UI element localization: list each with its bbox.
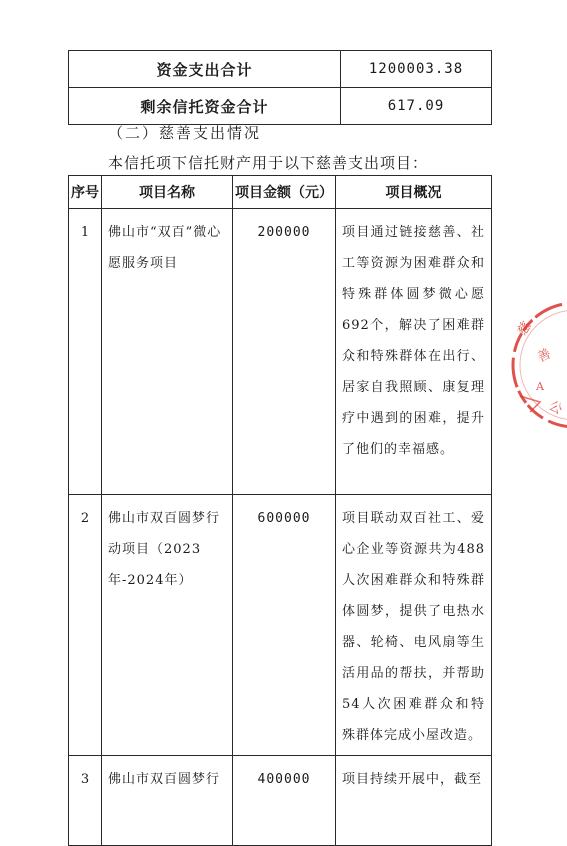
svg-text:公: 公	[546, 398, 565, 418]
table-header-row	[69, 176, 492, 209]
row-amount: 600000	[257, 511, 311, 526]
table-row	[69, 495, 492, 756]
table-row	[69, 51, 492, 88]
row-overview: 项目通过链接慈善、社工等资源为困难群众和特殊群体圆梦微心愿692个，解决了困难群众和特殊群体在出行、居家自我照顾、康复理疗中遇到的困难，提升了他们的幸福感。	[342, 225, 485, 457]
summary-value: 1200003.38	[341, 51, 492, 88]
table-row	[69, 756, 492, 846]
row-amount: 200000	[257, 225, 311, 240]
section-heading: （二）慈善支出情况	[108, 124, 262, 142]
seal-stamp-icon	[500, 290, 567, 440]
summary-value: 617.09	[341, 88, 492, 125]
row-name: 佛山市双百圆梦行动项目（2023年-2024年）	[108, 511, 221, 588]
header-name: 项目名称	[102, 176, 233, 209]
row-overview: 项目联动双百社工、爱心企业等资源共为488人次困难群众和特殊群体圆梦，提供了电热水器、轮椅、电风扇等生活用品的帮扶，并帮助54人次困难群众和特殊群体完成小屋改造。	[342, 511, 485, 743]
row-amount: 400000	[257, 772, 311, 787]
header-no: 序号	[69, 176, 102, 209]
row-overview: 项目持续开展中，截至	[342, 772, 483, 787]
summary-label: 剩余信托资金合计	[69, 88, 341, 125]
table-row	[69, 88, 492, 125]
row-no: 3	[80, 772, 90, 787]
row-name: 佛山市双百圆梦行	[108, 772, 221, 787]
svg-text:慈: 慈	[514, 319, 535, 339]
summary-table	[68, 50, 492, 125]
svg-text:善: 善	[535, 346, 554, 366]
summary-label: 资金支出合计	[69, 51, 341, 88]
projects-table	[68, 175, 492, 846]
row-no: 2	[80, 511, 90, 526]
header-overview: 项目概况	[336, 176, 492, 209]
svg-text:A: A	[536, 380, 544, 393]
row-no: 1	[80, 225, 90, 240]
intro-paragraph: 本信托项下信托财产用于以下慈善支出项目：	[108, 154, 429, 172]
table-row	[69, 209, 492, 495]
header-amount: 项目金额（元）	[233, 176, 336, 209]
row-name: 佛山市“双百”微心愿服务项目	[108, 225, 222, 271]
